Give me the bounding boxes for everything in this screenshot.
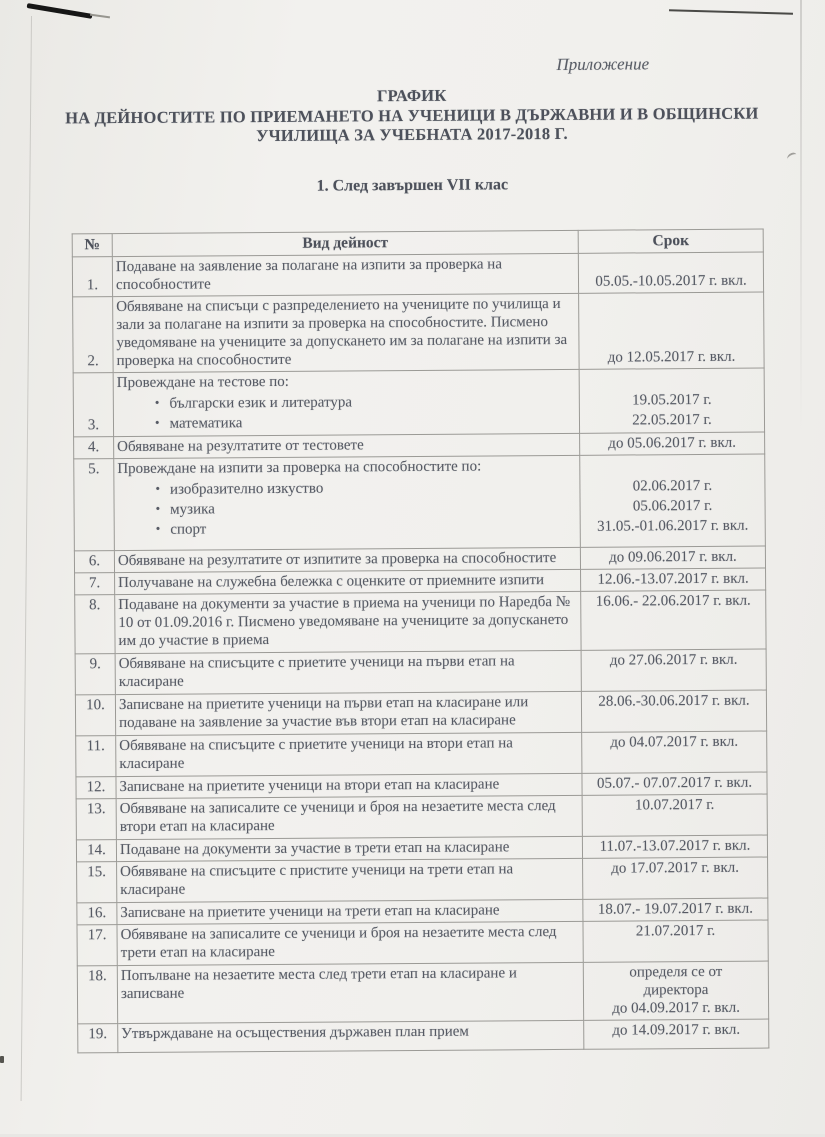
activity-cell [113,369,579,436]
row-number: 10. [75,695,115,736]
term-line: определя се от [629,963,723,981]
title-line-2: НА ДЕЙНОСТИТЕ ПО ПРИЕМАНЕТО НА УЧЕНИЦИ В ДЪРЖАВНИ И В ОБЩИНСКИ [65,103,759,127]
table-row [78,1019,769,1053]
bullet-list [117,391,576,434]
table-row [75,649,766,695]
term-line: 05.06.2017 г. [632,497,713,515]
term-lines [583,370,761,431]
term-cell: до 04.07.2017 г. вкл. [582,731,767,773]
row-number: 4. [74,437,114,459]
header-number: № [72,234,112,257]
bullet-item: • математика [155,411,576,434]
row-number: 16. [77,903,117,925]
bullet-item: • изобразително изкуство [155,477,576,500]
term-cell: до 17.07.2017 г. вкл. [583,857,768,899]
activity-cell: Подаване на документи за участие в трети етап на класиране [116,836,582,861]
activity-cell: Записване на приетите ученици на първи етап на класиране или подаване на заявление за участие във втори етап на класиране [115,691,581,735]
term-lines [587,963,765,1018]
activity-cell: Обявяване на списъците с приетите ученици на втори етап на класиране [116,732,582,776]
row-number: 15. [77,862,117,903]
term-cell: 21.07.2017 г. [583,920,768,962]
table-row [76,731,767,777]
term-cell [580,454,766,547]
activity-cell: Обявяване на списъците с приетите ученици на първи етап на класиране [115,650,581,694]
activity-cell: Обявяване на списъци с разпределението на учениците по училища и зали за полагане на изпити за проверка на способностите. Писмено уведомяване на учениците за допускането им за полагане на изпити за проверка на способностите [113,293,580,372]
row-number: 3. [73,373,113,437]
term-line: до 04.09.2017 г. вкл. [612,999,740,1017]
row-number: 1. [72,257,112,297]
row-number: 5. [74,459,115,551]
bullet-item: • български език и литература [155,391,576,414]
row-number: 18. [77,966,117,1024]
activity-cell: Подаване на заявление за полагане на изпити за проверка на способностите [112,253,578,296]
activity-cell: Подаване на документи за участие в приема на ученици по Наредба № 10 от 01.09.2016 г. Писмено уведомяване на учениците за допускането им до участие в приема [115,591,581,653]
row-number: 11. [76,736,116,777]
term-line: 31.05.-01.06.2017 г. вкл. [597,517,749,535]
term-line: директора [643,981,709,999]
activity-cell [114,455,581,550]
activity-cell: Обявяване на записалите се ученици и броя на незаетите места след втори етап на класиране [116,795,582,839]
title-line-3: УЧИЛИЩА ЗА УЧЕБНАТА 2017-2018 Г. [256,123,568,146]
activity-cell: Попълване на незаетите места след трети етап на класиране и записване [117,962,583,1023]
section-title: 1. След завършен VII клас [316,176,509,195]
term-cell: 12.06.-13.07.2017 г. вкл. [581,568,766,591]
schedule-table [72,229,770,1054]
term-cell [579,368,764,433]
term-cell [583,961,768,1020]
row-number: 9. [75,654,115,695]
activity-cell: Утвърждаване на осъществения държавен план прием [118,1020,584,1052]
table-row [75,690,766,736]
activity-cell: Записване на приетите ученици на трети етап на класиране [117,899,583,924]
term-cell: до 09.06.2017 г. вкл. [580,546,765,569]
bullet-item: • спорт [156,517,577,540]
table-row [73,368,764,437]
row-number: 7. [75,573,115,595]
term-cell: 05.05.-10.05.2017 г. вкл. [578,252,763,293]
annotation-label: Приложение [556,54,650,74]
row-number: 13. [76,799,116,840]
table-row [74,454,766,551]
bullet-item: • музика [156,497,577,520]
activity-cell: Обявяване на списъците с пристите ученици на трети етап на класиране [117,858,583,902]
activity-cell: Обявяване на резултатите от изпитите за проверка на способностите [114,547,580,572]
row-number: 17. [77,925,117,966]
title-line-1: ГРАФИК [376,85,447,106]
header-term: Срок [578,229,763,253]
table-row [72,252,763,297]
term-line: 02.06.2017 г. [632,477,713,495]
term-cell: до 05.06.2017 г. вкл. [580,432,765,455]
term-cell: 11.07.-13.07.2017 г. вкл. [582,835,767,858]
row-number: 14. [76,840,116,862]
activity-intro: Провеждане на тестове по: [116,373,289,392]
table-row [77,920,768,966]
term-cell: до 12.05.2017 г. вкл. [579,292,765,369]
table-row [73,292,765,373]
term-line: 22.05.2017 г. [632,411,712,429]
bullet-list [117,477,576,540]
term-line: 19.05.2017 г. [632,391,712,409]
table-row [76,794,767,840]
term-cell: до 27.06.2017 г. вкл. [581,649,766,691]
activity-cell: Получаване на служебна бележка с оценките от приемните изпити [115,569,581,594]
row-number: 2. [73,297,114,373]
row-number: 8. [75,595,115,654]
activity-cell: Обявяване на записалите се ученици и броя на незаетите места след трети етап на класиране [117,921,583,965]
term-cell: 28.06.-30.06.2017 г. вкл. [581,690,766,732]
table-row [75,590,766,654]
term-lines [583,456,762,537]
term-cell: до 14.09.2017 г. вкл. [584,1019,769,1049]
table-row [77,857,768,903]
term-cell: 10.07.2017 г. [582,794,767,836]
term-cell: 16.06.- 22.06.2017 г. вкл. [581,590,766,650]
row-number: 12. [76,777,116,799]
table-row [77,961,768,1024]
row-number: 6. [74,551,114,573]
header-activity: Вид дейност [112,230,578,256]
term-cell: 18.07.- 19.07.2017 г. вкл. [583,898,768,921]
row-number: 19. [78,1024,118,1053]
document-title [37,83,787,147]
activity-cell: Обявяване на резултатите от тестовете [114,433,580,458]
activity-cell: Записване на приетите ученици на втори етап на класиране [116,773,582,798]
activity-intro: Провеждане на изпити за проверка на способностите по: [117,458,482,478]
term-cell: 05.07.- 07.07.2017 г. вкл. [582,772,767,795]
